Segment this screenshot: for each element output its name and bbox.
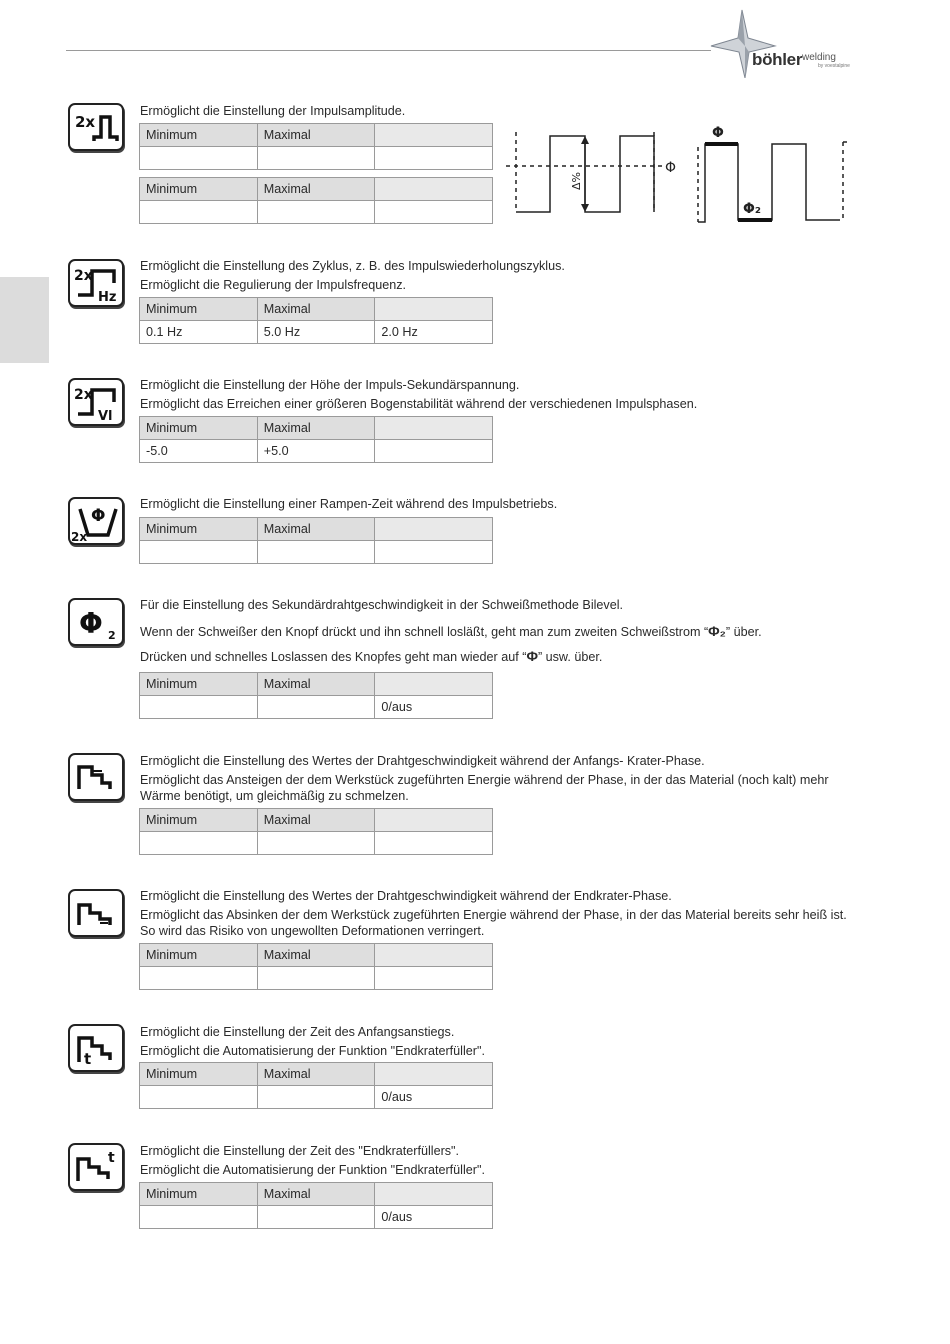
value-cell: 0/aus — [375, 696, 493, 719]
section-start-crater-text — [140, 753, 855, 807]
section-pulse-frequency-text — [140, 258, 855, 296]
value-cell: -5.0 — [140, 440, 258, 463]
header-cell — [375, 673, 493, 696]
header-cell: Maximal — [257, 298, 375, 321]
section-crater-filler-text — [140, 1143, 855, 1181]
line-text: Drücken und schnelles Loslassen des Knopfes geht man wieder auf “ — [140, 650, 527, 664]
header-cell: Minimum — [140, 298, 258, 321]
description-line: Ermöglicht die Einstellung des Wertes der Drahtgeschwindigkeit während der Endkrater-Phase. — [140, 889, 672, 903]
value-cell — [140, 1206, 258, 1229]
description-line — [140, 648, 855, 665]
header-cell: Minimum — [140, 809, 258, 832]
value-cell — [257, 696, 375, 719]
phi-symbol: Φ — [526, 648, 538, 664]
value-cell: 0/aus — [375, 1206, 493, 1229]
value-cell — [257, 147, 375, 170]
header-cell: Minimum — [140, 518, 258, 541]
description-line: Ermöglicht die Einstellung der Höhe der Impuls-Sekundärspannung. — [140, 378, 520, 392]
param-table — [139, 672, 493, 719]
end-crater-icon — [68, 889, 124, 937]
svg-text:2: 2 — [108, 629, 116, 642]
svg-text:t: t — [108, 1150, 115, 1166]
value-cell — [140, 696, 258, 719]
section-start-ramp-text — [140, 1024, 855, 1062]
header-rule — [66, 50, 711, 51]
description-line: Für die Einstellung des Sekundärdrahtgeschwindigkeit in der Schweißmethode Bilevel. — [140, 598, 624, 612]
param-table — [139, 416, 493, 463]
header-cell: Minimum — [140, 944, 258, 967]
param-table — [139, 297, 493, 344]
header-cell — [375, 944, 493, 967]
header-cell — [375, 1063, 493, 1086]
value-cell — [375, 541, 493, 564]
line-text: ” usw. über. — [537, 650, 603, 664]
header-cell — [375, 518, 493, 541]
header-cell: Maximal — [257, 518, 375, 541]
secondary-wire-speed-icon — [68, 598, 124, 646]
value-cell — [257, 541, 375, 564]
header-cell — [375, 178, 493, 201]
param-table — [139, 517, 493, 564]
value-cell — [375, 440, 493, 463]
value-cell — [257, 832, 375, 855]
value-cell — [375, 147, 493, 170]
svg-text:2x: 2x — [74, 268, 93, 284]
header-cell — [375, 1183, 493, 1206]
svg-text:Φ: Φ — [79, 607, 103, 640]
svg-text:2x: 2x — [75, 113, 96, 131]
value-cell — [257, 1086, 375, 1109]
value-cell: 2.0 Hz — [375, 321, 493, 344]
value-cell: 0.1 Hz — [140, 321, 258, 344]
brand-tagline: by voestalpine — [818, 63, 850, 69]
value-cell — [375, 832, 493, 855]
value-cell — [257, 1206, 375, 1229]
section-pulse-amplitude-text — [140, 103, 855, 122]
header-cell: Maximal — [257, 178, 375, 201]
param-table — [139, 123, 493, 170]
description-line: Ermöglicht die Einstellung einer Rampen-Zeit während des Impulsbetriebs. — [140, 497, 558, 511]
header-cell: Minimum — [140, 1063, 258, 1086]
header-cell — [375, 124, 493, 147]
pulse-waveform-diagram — [500, 122, 860, 232]
phi-high-label: Φ — [712, 125, 724, 141]
section-end-crater-text — [140, 888, 855, 942]
header-cell: Minimum — [140, 1183, 258, 1206]
header-cell — [375, 417, 493, 440]
header-cell: Minimum — [140, 417, 258, 440]
description-line: Ermöglicht die Einstellung des Zyklus, z. B. des Impulswiederholungszyklus. — [140, 259, 565, 273]
chapter-side-tab — [0, 277, 49, 363]
start-crater-icon — [68, 753, 124, 801]
value-cell — [375, 201, 493, 224]
description-line — [140, 623, 855, 640]
value-cell: +5.0 — [257, 440, 375, 463]
param-table — [139, 177, 493, 224]
param-table — [139, 1062, 493, 1109]
section-bilevel-text — [140, 597, 855, 668]
svg-text:2x: 2x — [71, 530, 88, 543]
brand-name: böhler — [752, 50, 803, 69]
description-line: Ermöglicht das Ansteigen der dem Werkstück zugeführten Energie während der Phase, in der das Material (noch kalt) mehr Wärme benötigt, um gleichmäßig zu schmelzen. — [140, 773, 829, 803]
double-pulse-amplitude-icon — [68, 103, 124, 151]
header-cell: Minimum — [140, 124, 258, 147]
section-pulse-ramp-text — [140, 496, 855, 515]
description-line: Ermöglicht die Automatisierung der Funktion "Endkraterfüller". — [140, 1044, 485, 1058]
header-cell: Maximal — [257, 1183, 375, 1206]
phi2-symbol: Φ₂ — [708, 623, 726, 639]
value-cell — [257, 967, 375, 990]
value-cell — [140, 832, 258, 855]
header-cell: Maximal — [257, 124, 375, 147]
double-pulse-voltage-icon — [68, 378, 124, 426]
svg-text:t: t — [84, 1050, 92, 1068]
header-cell: Minimum — [140, 673, 258, 696]
param-table — [139, 943, 493, 990]
description-line: Ermöglicht das Erreichen einer größeren Bogenstabilität während der verschiedenen Impulsphasen. — [140, 397, 698, 411]
phi2-low-label: Φ₂ — [743, 201, 762, 217]
value-cell: 5.0 Hz — [257, 321, 375, 344]
header-cell — [375, 298, 493, 321]
header-cell: Maximal — [257, 417, 375, 440]
svg-text:Φ: Φ — [91, 506, 106, 526]
header-cell: Maximal — [257, 1063, 375, 1086]
svg-text:Vl: Vl — [98, 409, 113, 424]
value-cell — [140, 1086, 258, 1109]
description-line: Ermöglicht die Regulierung der Impulsfrequenz. — [140, 278, 407, 292]
header-cell: Minimum — [140, 178, 258, 201]
value-cell — [140, 541, 258, 564]
value-cell: 0/aus — [375, 1086, 493, 1109]
description-line: Ermöglicht die Einstellung der Zeit des Anfangsanstiegs. — [140, 1025, 455, 1039]
description-line: Ermöglicht das Absinken der dem Werkstück zugeführten Energie während der Phase, in der das Material bereits sehr heiß ist. So wird das Risiko von ungewollten Deformationen verringert. — [140, 908, 847, 938]
brand-suffix: welding — [802, 52, 836, 63]
description-line: Ermöglicht die Einstellung der Impulsamplitude. — [140, 104, 406, 118]
param-table — [139, 808, 493, 855]
header-cell: Maximal — [257, 944, 375, 967]
value-cell — [140, 201, 258, 224]
header-cell: Maximal — [257, 673, 375, 696]
delta-percent-label: Δ% — [570, 172, 583, 190]
section-pulse-voltage-text — [140, 377, 855, 415]
value-cell — [140, 147, 258, 170]
line-text: ” über. — [725, 625, 762, 639]
header-cell: Maximal — [257, 809, 375, 832]
double-pulse-frequency-icon — [68, 259, 124, 307]
description-line: Ermöglicht die Automatisierung der Funktion "Endkraterfüller". — [140, 1163, 485, 1177]
svg-text:2x: 2x — [74, 387, 93, 403]
start-ramp-time-icon — [68, 1024, 124, 1072]
value-cell — [257, 201, 375, 224]
phi-level-label: Φ — [665, 160, 677, 176]
double-pulse-ramp-icon — [68, 497, 124, 545]
crater-filler-time-icon — [68, 1143, 124, 1191]
svg-text:Hz: Hz — [98, 290, 117, 305]
param-table — [139, 1182, 493, 1229]
description-line: Ermöglicht die Einstellung des Wertes der Drahtgeschwindigkeit während der Anfangs- Krater-Phase. — [140, 754, 705, 768]
value-cell — [140, 967, 258, 990]
value-cell — [375, 967, 493, 990]
header-cell — [375, 809, 493, 832]
description-line: Ermöglicht die Einstellung der Zeit des "Endkraterfüllers". — [140, 1144, 460, 1158]
line-text: Wenn der Schweißer den Knopf drückt und ihn schnell losläßt, geht man zum zweiten Schweißstrom “ — [140, 625, 709, 639]
